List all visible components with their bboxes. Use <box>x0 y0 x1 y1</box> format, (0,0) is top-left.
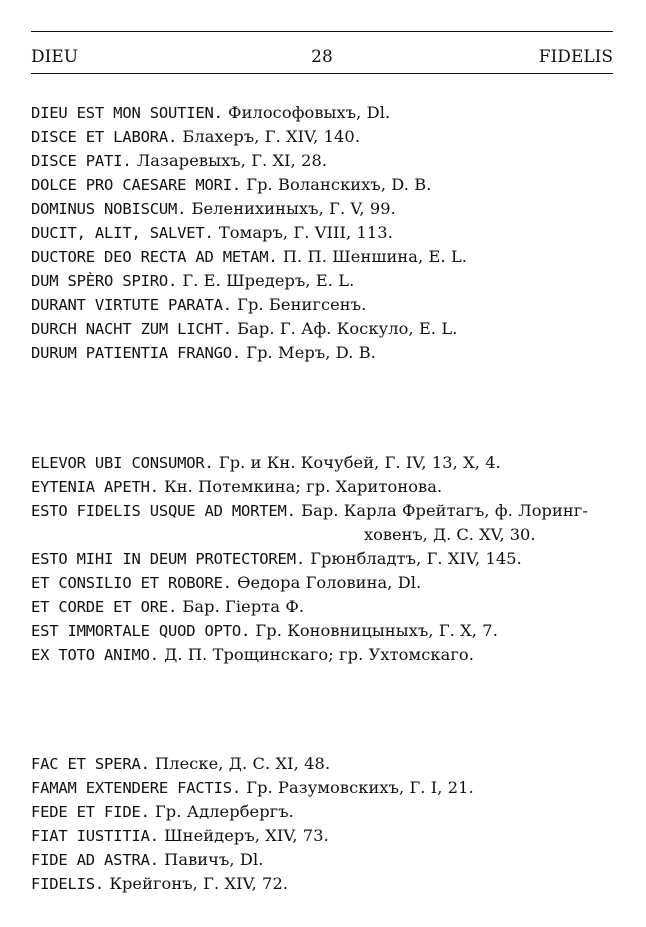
motto-text: FAC ET SPERA. <box>31 755 150 773</box>
section-e <box>31 451 613 667</box>
motto-entry <box>31 149 613 173</box>
motto-entry <box>31 451 613 475</box>
owner-text: Плеске, Д. С. XI, 48. <box>154 754 331 773</box>
motto-entry <box>31 101 613 125</box>
motto-text: ESTO FIDELIS USQUE AD MORTEM. <box>31 502 296 520</box>
motto-text: EX TOTO ANIMO. <box>31 646 159 664</box>
owner-text: Өедора Головина, Dl. <box>237 573 422 592</box>
owner-text: Философовыхъ, Dl. <box>228 103 391 122</box>
owner-text: Д. П. Трощинскаго; гр. Ухтомскаго. <box>164 645 475 664</box>
motto-entry <box>31 125 613 149</box>
owner-text: Г. Е. Шредеръ, E. L. <box>182 271 355 290</box>
motto-text: DURANT VIRTUTE PARATA. <box>31 296 232 314</box>
owner-text: Блахеръ, Г. XIV, 140. <box>182 127 361 146</box>
motto-text: FIDELIS. <box>31 875 105 893</box>
motto-entry <box>31 341 613 365</box>
running-header <box>31 45 613 69</box>
motto-text: DUCTORE DEO RECTA AD METAM. <box>31 248 278 266</box>
motto-entry <box>31 547 613 571</box>
motto-entry <box>31 293 613 317</box>
owner-text: Гр. Разумовскихъ, Г. I, 21. <box>246 778 474 797</box>
motto-text: EYTENIA APETH. <box>31 478 159 496</box>
owner-text: Гр. Коновницыныхъ, Г. X, 7. <box>255 621 498 640</box>
section-d <box>31 101 613 365</box>
motto-entry <box>31 197 613 221</box>
owner-text: Крейгонъ, Г. XIV, 72. <box>109 874 289 893</box>
motto-text: DURUM PATIENTIA FRANGO. <box>31 344 242 362</box>
owner-text: Шнейдеръ, XIV, 73. <box>164 826 329 845</box>
motto-entry <box>31 173 613 197</box>
owner-text: Гр. Меръ, D. B. <box>246 343 376 362</box>
motto-entry <box>31 776 613 800</box>
motto-text: FIDE AD ASTRA. <box>31 851 159 869</box>
header-bottom-rule <box>31 73 613 74</box>
motto-text: DUCIT, ALIT, SALVET. <box>31 224 214 242</box>
motto-text: DURCH NACHT ZUM LICHT. <box>31 320 232 338</box>
motto-entry <box>31 619 613 643</box>
owner-text: Кн. Потемкина; гр. Харитонова. <box>164 477 443 496</box>
owner-continuation: ховенъ, Д. С. XV, 30. <box>364 525 536 544</box>
motto-text: DISCE ET LABORA. <box>31 128 178 146</box>
motto-text: EST IMMORTALE QUOD OPTO. <box>31 622 251 640</box>
motto-entry <box>31 571 613 595</box>
motto-entry <box>31 499 613 523</box>
owner-text: Гр. и Кн. Кочубей, Г. IV, 13, X, 4. <box>218 453 501 472</box>
motto-text: ESTO MIHI IN DEUM PROTECTOREM. <box>31 550 305 568</box>
motto-entry <box>31 269 613 293</box>
motto-text: DOLCE PRO CAESARE MORI. <box>31 176 242 194</box>
owner-text: Бар. Карла Фрейтагъ, ф. Лоринг- <box>301 501 588 520</box>
motto-text: FEDE ET FIDE. <box>31 803 150 821</box>
header-last-word: FIDELIS <box>538 47 613 67</box>
motto-text: ET CORDE ET ORE. <box>31 598 178 616</box>
owner-text: Гр. Адлербергъ. <box>154 802 294 821</box>
motto-text: ELEVOR UBI CONSUMOR. <box>31 454 214 472</box>
motto-entry <box>31 475 613 499</box>
owner-text: Томаръ, Г. VIII, 113. <box>218 223 393 242</box>
motto-entry <box>31 824 613 848</box>
motto-entry <box>31 595 613 619</box>
motto-text: ET CONSILIO ET ROBORE. <box>31 574 232 592</box>
owner-text: Грюнбладтъ, Г. XIV, 145. <box>310 549 522 568</box>
owner-text: П. П. Шеншина, E. L. <box>282 247 468 266</box>
owner-text: Лазаревыхъ, Г. XI, 28. <box>136 151 328 170</box>
motto-entry <box>31 752 613 776</box>
owner-text: Гр. Бенигсенъ. <box>237 295 367 314</box>
motto-text: FAMAM EXTENDERE FACTIS. <box>31 779 242 797</box>
motto-entry <box>31 872 613 896</box>
header-top-rule <box>31 31 613 32</box>
motto-entry <box>31 643 613 667</box>
page-number: 28 <box>311 47 333 67</box>
motto-entry <box>31 800 613 824</box>
header-first-word: DIEU <box>31 47 79 67</box>
motto-text: FIAT IUSTITIA. <box>31 827 159 845</box>
motto-entry <box>31 848 613 872</box>
owner-text: Беленихиныхъ, Г. V, 99. <box>191 199 396 218</box>
motto-entry <box>31 245 613 269</box>
section-f <box>31 752 613 896</box>
owner-text: Гр. Воланскихъ, D. B. <box>246 175 432 194</box>
motto-text: DIEU EST MON SOUTIEN. <box>31 104 223 122</box>
motto-text: DUM SPÈRO SPIRO. <box>31 272 178 290</box>
owner-text: Бар. Гіерта Ф. <box>182 597 305 616</box>
motto-text: DOMINUS NOBISCUM. <box>31 200 187 218</box>
owner-text: Бар. Г. Аф. Коскуло, E. L. <box>237 319 458 338</box>
motto-entry <box>31 221 613 245</box>
motto-text: DISCE PATI. <box>31 152 132 170</box>
motto-entry <box>31 317 613 341</box>
owner-text: Павичъ, Dl. <box>164 850 264 869</box>
